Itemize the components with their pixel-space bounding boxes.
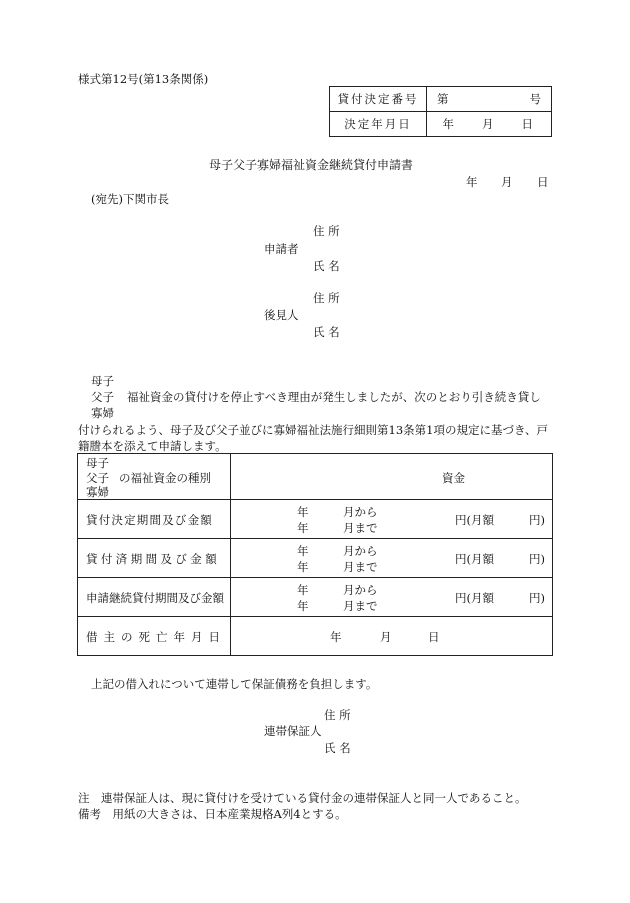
death-month: 月 <box>380 630 392 644</box>
yen-monthly: 円(月額 <box>455 513 494 527</box>
fund-type-row <box>78 454 553 500</box>
table-row <box>78 578 553 617</box>
fund-type-field[interactable] <box>231 454 553 500</box>
death-date-label: 借主の死亡年月日 <box>86 630 226 644</box>
decision-date-year: 年 <box>442 117 454 131</box>
death-date-field[interactable] <box>231 617 553 656</box>
guarantor-name-label: 氏 名 <box>324 741 351 755</box>
body-stack-2: 父子 <box>91 390 114 404</box>
addressee: (宛先)下関市長 <box>91 192 169 206</box>
loan-number-prefix: 第 <box>437 92 449 106</box>
period-amount-field[interactable] <box>231 578 553 617</box>
to-year: 年 <box>297 521 309 535</box>
row-label: 申請継続貸付期間及び金額 <box>86 591 224 605</box>
yen-close: 円) <box>529 513 545 527</box>
fund-type-label-cell <box>78 454 231 500</box>
applicant-address-label: 住 所 <box>313 224 340 238</box>
body-stack-3: 寡婦 <box>91 406 114 420</box>
from-year: 年 <box>297 505 309 519</box>
period-amount-field[interactable] <box>231 500 553 539</box>
from-year: 年 <box>297 544 309 558</box>
from-year: 年 <box>297 583 309 597</box>
body-stack-1: 母子 <box>91 374 114 388</box>
period-label-cell <box>78 500 231 539</box>
from-month: 月から <box>343 583 378 597</box>
death-year: 年 <box>330 630 342 644</box>
to-month: 月まで <box>343 560 378 574</box>
death-date-row <box>78 617 553 656</box>
from-month: 月から <box>343 544 378 558</box>
form-number: 様式第12号(第13条関係) <box>78 72 209 86</box>
yen-monthly: 円(月額 <box>455 552 494 566</box>
remarks: 備考 用紙の大きさは、日本産業規格A列4とする。 <box>78 807 347 821</box>
head-suffix: の福祉資金の種別 <box>119 471 211 485</box>
period-amount-field[interactable] <box>231 539 553 578</box>
to-year: 年 <box>297 599 309 613</box>
guardian-address-label: 住 所 <box>313 291 340 305</box>
yen-monthly: 円(月額 <box>455 591 494 605</box>
request-date-day: 日 <box>537 175 549 189</box>
decision-date-month: 月 <box>482 117 494 131</box>
request-date-month: 月 <box>501 175 513 189</box>
loan-details-table <box>77 453 553 656</box>
table-row <box>78 539 553 578</box>
death-date-label-cell <box>78 617 231 656</box>
body-line-1: 福祉資金の貸付けを停止すべき理由が発生しましたが、次のとおり引き続き貸し <box>127 390 541 404</box>
loan-number-row <box>330 87 552 112</box>
decision-date-day: 日 <box>521 117 533 131</box>
loan-decision-table <box>329 86 552 137</box>
guardian-label: 後見人 <box>264 308 299 322</box>
to-month: 月まで <box>343 521 378 535</box>
guardian-name-label: 氏 名 <box>313 325 340 339</box>
applicant-name-label: 氏 名 <box>313 259 340 273</box>
loan-number-field[interactable] <box>427 87 552 112</box>
body-line-3: 籍謄本を添えて申請します。 <box>78 439 227 453</box>
page-title: 母子父子寡婦福祉資金継続貸付申請書 <box>209 158 414 172</box>
guarantor-label: 連帯保証人 <box>264 724 322 738</box>
body-line-2: 付けられるよう、母子及び父子並びに寡婦福祉法施行細則第13条第1項の規定に基づき、戸 <box>78 423 548 437</box>
loan-number-label: 貸付決定番号 <box>330 87 427 112</box>
head-stack-1: 母子 <box>86 456 109 470</box>
fund-type-value: 資金 <box>442 471 465 485</box>
head-stack-2: 父子 <box>86 471 109 485</box>
decision-date-row <box>330 112 552 137</box>
to-month: 月まで <box>343 599 378 613</box>
row-label: 貸付済期間及び金額 <box>86 552 221 566</box>
decision-date-label: 決定年月日 <box>330 112 427 137</box>
decision-date-field[interactable] <box>427 112 552 137</box>
head-stack-3: 寡婦 <box>86 485 109 499</box>
request-date-year: 年 <box>466 175 478 189</box>
yen-close: 円) <box>529 552 545 566</box>
guarantor-address-label: 住 所 <box>324 708 351 722</box>
period-label-cell <box>78 578 231 617</box>
applicant-label: 申請者 <box>264 242 299 256</box>
period-label-cell <box>78 539 231 578</box>
row-label: 貸付決定期間及び金額 <box>86 513 213 527</box>
from-month: 月から <box>343 505 378 519</box>
guarantee-statement: 上記の借入れについて連帯して保証債務を負担します。 <box>91 677 378 691</box>
loan-number-suffix: 号 <box>529 92 541 106</box>
note: 注 連帯保証人は、現に貸付けを受けている貸付金の連帯保証人と同一人であること。 <box>78 791 527 805</box>
table-row <box>78 500 553 539</box>
death-day: 日 <box>428 630 440 644</box>
to-year: 年 <box>297 560 309 574</box>
yen-close: 円) <box>529 591 545 605</box>
